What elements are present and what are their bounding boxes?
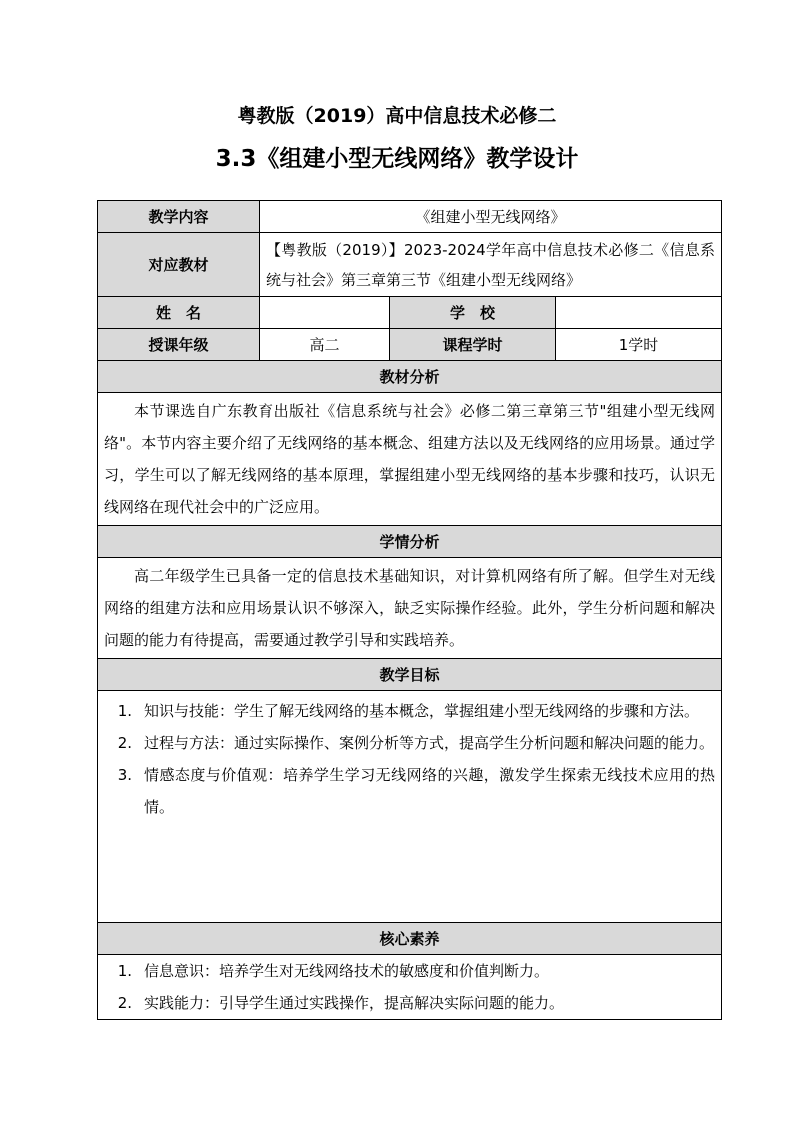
grade-label: 授课年级 xyxy=(98,329,260,361)
list-item xyxy=(104,695,715,727)
content-label: 教学内容 xyxy=(98,201,260,233)
core-list xyxy=(98,955,722,1020)
goals-list xyxy=(98,691,722,923)
textbook-row xyxy=(98,233,722,297)
list-text: 过程与方法：通过实际操作、案例分析等方式，提高学生分析问题和解决问题的能力。 xyxy=(144,734,715,752)
analysis-title: 教材分析 xyxy=(98,361,722,393)
student-text: 高二年级学生已具备一定的信息技术基础知识，对计算机网络有所了解。但学生对无线网络的组建方法和应用场景认识不够深入，缺乏实际操作经验。此外，学生分析问题和解决问题的能力有待提高，需要通过教学引导和实践培养。 xyxy=(98,558,722,659)
goals-header-row xyxy=(98,659,722,691)
document-title: 3.3《组建小型无线网络》教学设计 xyxy=(215,146,579,172)
list-text: 实践能力：引导学生通过实践操作，提高解决实际问题的能力。 xyxy=(144,994,565,1012)
student-title: 学情分析 xyxy=(98,526,722,558)
name-label: 姓 名 xyxy=(98,297,260,329)
textbook-value: 【粤教版（2019）】2023-2024学年高中信息技术必修二《信息系统与社会》第三章第三节《组建小型无线网络》 xyxy=(260,233,722,297)
student-header-row xyxy=(98,526,722,558)
list-text: 情感态度与价值观：培养学生学习无线网络的兴趣，激发学生探索无线技术应用的热情。 xyxy=(144,766,716,816)
list-item xyxy=(104,727,715,759)
textbook-label: 对应教材 xyxy=(98,233,260,297)
analysis-header-row xyxy=(98,361,722,393)
school-label: 学 校 xyxy=(390,297,556,329)
analysis-body-row xyxy=(98,393,722,526)
goals-body-row xyxy=(98,691,722,923)
grade-hours-row xyxy=(98,329,722,361)
student-body-row xyxy=(98,558,722,659)
list-item xyxy=(104,987,715,1019)
document-subtitle: 粤教版（2019）高中信息技术必修二 xyxy=(237,105,557,127)
list-number: 3. xyxy=(117,766,132,784)
goals-title: 教学目标 xyxy=(98,659,722,691)
content-value: 《组建小型无线网络》 xyxy=(260,201,722,233)
content-row xyxy=(98,201,722,233)
lesson-plan-table xyxy=(97,200,722,1020)
hours-value: 1学时 xyxy=(556,329,722,361)
list-number: 1. xyxy=(117,962,132,980)
list-item xyxy=(104,955,715,987)
name-school-row xyxy=(98,297,722,329)
core-title: 核心素养 xyxy=(98,923,722,955)
list-text: 知识与技能：学生了解无线网络的基本概念，掌握组建小型无线网络的步骤和方法。 xyxy=(144,702,700,720)
list-item xyxy=(104,759,715,823)
analysis-text: 本节课选自广东教育出版社《信息系统与社会》必修二第三章第三节"组建小型无线网络"。本节内容主要介绍了无线网络的基本概念、组建方法以及无线网络的应用场景。通过学习，学生可以了解无线网络的基本原理，掌握组建小型无线网络的基本步骤和技巧，认识无线网络在现代社会中的广泛应用。 xyxy=(98,393,722,526)
core-body-row xyxy=(98,955,722,1020)
school-value xyxy=(556,297,722,329)
list-text: 信息意识：培养学生对无线网络技术的敏感度和价值判断力。 xyxy=(144,962,550,980)
name-value xyxy=(260,297,390,329)
grade-value: 高二 xyxy=(260,329,390,361)
list-number: 2. xyxy=(117,734,132,752)
list-number: 1. xyxy=(117,702,132,720)
hours-label: 课程学时 xyxy=(390,329,556,361)
core-header-row xyxy=(98,923,722,955)
list-number: 2. xyxy=(117,994,132,1012)
